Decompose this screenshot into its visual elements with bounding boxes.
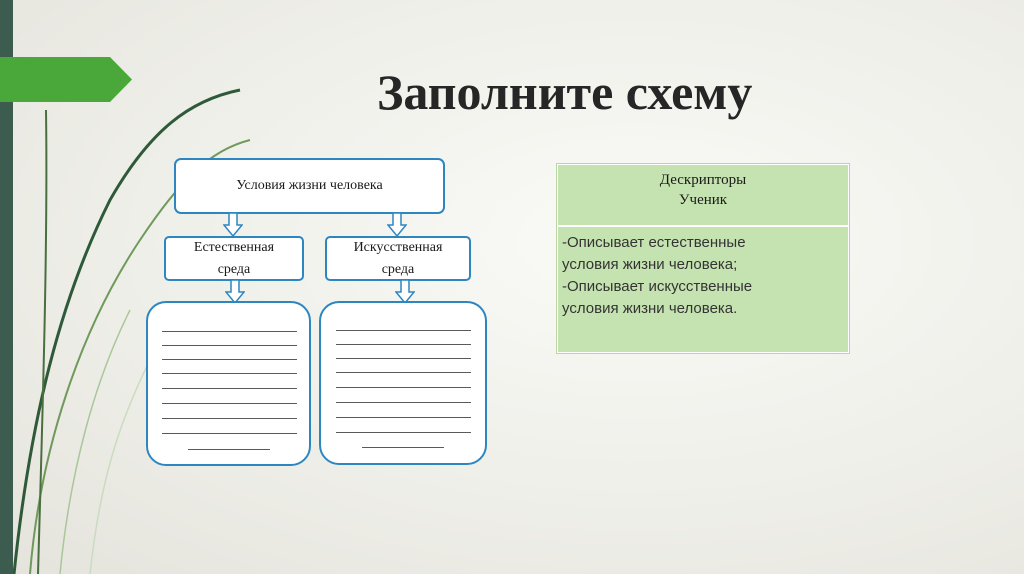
answer-line [162, 403, 297, 404]
slide-title: Заполните схему [377, 64, 753, 120]
answer-line [336, 372, 471, 373]
answer-line [336, 358, 471, 359]
answer-line [162, 345, 297, 346]
descriptors-body [558, 227, 848, 320]
branch-label-line2: среда [217, 261, 251, 277]
answer-line [162, 418, 297, 419]
descriptor-item: условия жизни человека. [562, 300, 738, 317]
descriptor-item: -Описывает естественные [562, 234, 746, 251]
root-condition-box [174, 158, 445, 214]
branch-label-line2: среда [381, 261, 415, 277]
down-arrow-icon [223, 212, 243, 238]
answer-line [336, 330, 471, 331]
answer-line [336, 344, 471, 345]
artificial-answer-box[interactable] [319, 301, 487, 465]
answer-line [162, 331, 297, 332]
descriptor-item: условия жизни человека; [562, 256, 738, 273]
branch-label-line1: Естественная [193, 239, 275, 255]
answer-line [162, 359, 297, 360]
arrow-tab-icon [0, 57, 132, 102]
natural-environment-box [164, 236, 304, 281]
answer-line [162, 388, 297, 389]
down-arrow-icon [387, 212, 407, 238]
branch-label-line1: Искусственная [353, 239, 443, 255]
descriptor-item: -Описывает искусственные [562, 278, 753, 295]
descriptors-heading: Дескрипторы [659, 172, 747, 188]
answer-line [336, 387, 471, 388]
descriptors-table [557, 164, 849, 353]
natural-answer-box[interactable] [146, 301, 311, 466]
answer-line [162, 373, 297, 374]
answer-line [162, 433, 297, 434]
answer-line [362, 447, 444, 448]
answer-line [188, 449, 270, 450]
answer-line [336, 402, 471, 403]
root-condition-label: Условия жизни человека [236, 178, 383, 193]
descriptors-subheading: Ученик [678, 192, 728, 208]
artificial-environment-box [325, 236, 471, 281]
answer-line [336, 417, 471, 418]
answer-line [336, 432, 471, 433]
descriptors-header [558, 165, 848, 227]
